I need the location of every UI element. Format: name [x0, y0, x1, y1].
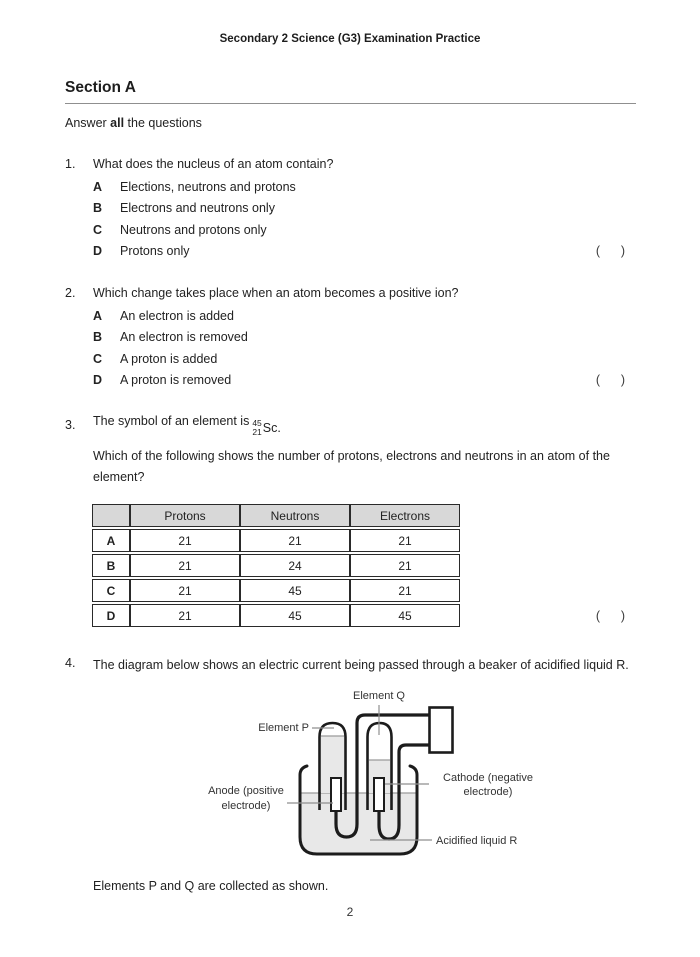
table-row-letter: A	[92, 529, 130, 552]
table-cell: 21	[130, 529, 240, 552]
option-letter: C	[93, 222, 103, 237]
anode-label-line2: electrode)	[221, 800, 271, 812]
instruction-bold-word: all	[110, 116, 125, 130]
instruction-prefix: Answer	[65, 116, 111, 130]
option-text: Neutrons and protons only	[120, 222, 267, 237]
question-1	[65, 156, 636, 259]
anode-electrode	[331, 778, 341, 811]
option-row	[93, 372, 636, 388]
element-q-label: Element Q	[353, 690, 405, 702]
question-3	[65, 412, 636, 629]
table-header-electrons: Electrons	[350, 504, 460, 527]
table-cell: 21	[350, 529, 460, 552]
table-cell: 21	[130, 554, 240, 577]
option-letter: C	[93, 351, 103, 366]
table-cell: 21	[240, 529, 350, 552]
question-4	[65, 655, 636, 676]
table-header-blank	[92, 504, 130, 527]
option-text: A proton is removed	[120, 373, 232, 387]
table-cell: 21	[350, 579, 460, 602]
table-header-row	[92, 504, 460, 527]
table-row	[92, 604, 460, 627]
option-row	[93, 329, 636, 345]
table-header-protons: Protons	[130, 504, 240, 527]
table-row-letter: B	[92, 554, 130, 577]
option-letter: B	[93, 201, 103, 215]
cathode-label-line2: electrode)	[463, 786, 513, 798]
page-content	[65, 79, 636, 893]
question-3-table-wrap	[92, 502, 636, 629]
electrolysis-diagram	[180, 678, 570, 873]
power-supply	[430, 708, 453, 753]
question-2	[65, 285, 636, 388]
question-3-text-prefix: The symbol of an element is	[93, 413, 250, 428]
protons-neutrons-electrons-table	[92, 502, 460, 629]
cathode-label-line1: Cathode (negative	[443, 772, 533, 784]
table-cell: 21	[130, 579, 240, 602]
answer-bracket: ( )	[595, 373, 625, 387]
option-text: Protons only	[120, 244, 190, 258]
section-heading: Section A	[65, 79, 636, 104]
option-text: A proton is added	[120, 351, 218, 366]
page-header-title: Secondary 2 Science (G3) Examination Practice	[219, 33, 481, 45]
option-text: Elections, neutrons and protons	[120, 179, 296, 194]
table-cell: 45	[240, 604, 350, 627]
option-text: An electron is added	[120, 308, 234, 323]
isotope-notation	[249, 417, 281, 437]
question-1-options	[93, 179, 636, 260]
table-cell: 45	[240, 579, 350, 602]
question-3-text	[93, 413, 636, 438]
table-header-neutrons: Neutrons	[240, 504, 350, 527]
page-number: 2	[346, 905, 354, 919]
question-4-number: 4.	[65, 656, 76, 670]
question-4-footer-text: Elements P and Q are collected as shown.	[93, 879, 329, 893]
element-p-label: Element P	[258, 722, 309, 734]
option-row	[93, 351, 636, 367]
isotope-symbol: Sc.	[262, 421, 281, 436]
answer-bracket: ( )	[595, 244, 625, 258]
option-row	[93, 222, 636, 238]
option-row	[93, 308, 636, 324]
instruction-suffix: the questions	[124, 116, 202, 130]
option-row	[93, 179, 636, 195]
table-row	[92, 579, 460, 602]
option-letter: D	[93, 373, 103, 387]
table-row-letter: C	[92, 579, 130, 602]
question-4-text: The diagram below shows an electric current being passed through a beaker of acidified liquid R.	[93, 658, 629, 672]
question-2-text: Which change takes place when an atom becomes a positive ion?	[93, 286, 459, 300]
isotope-mass-number: 45	[252, 417, 262, 428]
question-1-number: 1.	[65, 157, 76, 171]
table-row	[92, 554, 460, 577]
option-row	[93, 243, 636, 259]
question-3-followup: Which of the following shows the number of protons, electrons and neutrons in an atom of the element?	[93, 449, 610, 484]
table-cell: 21	[130, 604, 240, 627]
option-letter: A	[93, 179, 103, 194]
table-cell: 21	[350, 554, 460, 577]
option-text: Electrons and neutrons only	[120, 201, 275, 215]
option-letter: D	[93, 244, 103, 258]
option-letter: B	[93, 330, 103, 344]
question-2-number: 2.	[65, 286, 76, 300]
table-cell: 24	[240, 554, 350, 577]
option-row	[93, 200, 636, 216]
table-row-letter: D	[92, 604, 130, 627]
cathode-electrode	[374, 778, 384, 811]
instruction-line	[65, 116, 636, 130]
isotope-atomic-number: 21	[252, 426, 262, 437]
question-3-number: 3.	[65, 417, 76, 432]
table-cell: 45	[350, 604, 460, 627]
question-2-options	[93, 308, 636, 389]
answer-bracket: ( )	[595, 609, 625, 623]
anode-label-line1: Anode (positive	[208, 785, 284, 797]
option-text: An electron is removed	[120, 330, 248, 344]
table-row	[92, 529, 460, 552]
acidified-liquid-label: Acidified liquid R	[436, 835, 518, 847]
option-letter: A	[93, 308, 103, 323]
question-1-text: What does the nucleus of an atom contain?	[93, 157, 334, 171]
